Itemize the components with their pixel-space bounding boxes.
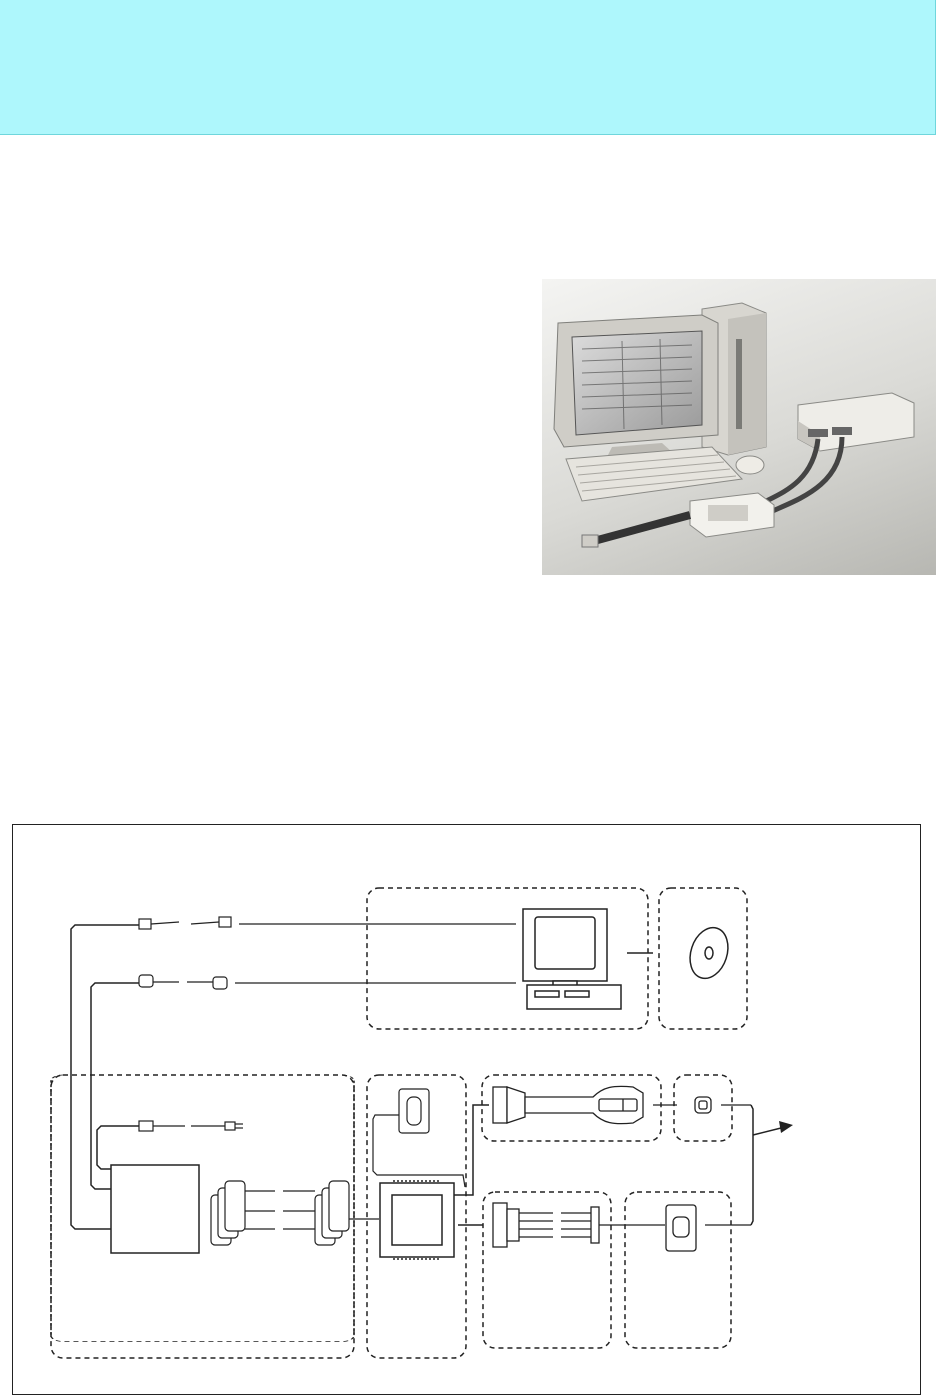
emulation-pod-icon (690, 493, 774, 537)
power-cable-icon (139, 1121, 243, 1131)
software-cd-icon (684, 923, 734, 984)
emulator-system-photo (542, 279, 936, 575)
flex-cable-icon (493, 1203, 665, 1247)
target-system-arrow (751, 1105, 793, 1225)
emulator-unit-group-box (51, 1075, 354, 1358)
pod-adapter-icon (373, 1089, 465, 1187)
monitor-icon (554, 315, 718, 467)
interface-cable-1-icon (139, 917, 516, 929)
long-probe-cable-icon (493, 1086, 677, 1123)
emulator-unit-group (51, 1075, 354, 1342)
system-configuration-diagram (12, 824, 921, 1395)
small-socket-icon (695, 1097, 751, 1113)
header-band (0, 0, 936, 135)
target-device-icon (666, 1205, 751, 1251)
interface-cable-2-icon (139, 975, 516, 989)
keyboard-icon (566, 447, 764, 501)
emulator-box-icon (111, 1165, 199, 1253)
host-computer-icon (523, 909, 653, 1009)
central-socket-icon (380, 1181, 454, 1259)
